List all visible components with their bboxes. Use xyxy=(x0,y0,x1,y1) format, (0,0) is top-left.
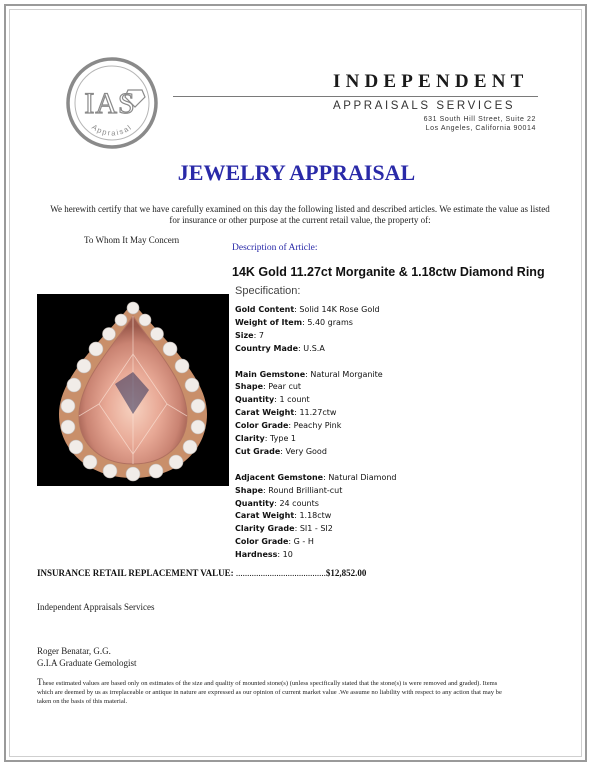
specifications xyxy=(235,304,396,562)
document-title: JEWELRY APPRAISAL xyxy=(177,160,416,185)
disclaimer xyxy=(37,678,507,706)
appraiser-name: Roger Benatar, G.G. xyxy=(37,646,111,656)
company-address xyxy=(333,115,536,133)
spec-main-shape: Shape: Pear cut xyxy=(235,382,302,392)
company-header xyxy=(333,71,536,133)
insurance-leader-dots: ........................................ xyxy=(233,568,326,578)
description-label: Description of Article: xyxy=(232,243,318,253)
spec-main-quantity: Quantity: 1 count xyxy=(235,395,310,405)
signature-block xyxy=(37,645,136,669)
ias-logo xyxy=(66,57,158,149)
spec-adj-carat: Carat Weight: 1.18ctw xyxy=(235,511,332,521)
logo-letters: IAS xyxy=(84,87,136,120)
item-title: 14K Gold 11.27ct Morganite & 1.18ctw Diamond Ring xyxy=(232,265,545,279)
spec-main-cut: Cut Grade: Very Good xyxy=(235,446,327,456)
spec-adj-quantity: Quantity: 24 counts xyxy=(235,498,319,508)
specification-label: Specification: xyxy=(235,285,301,297)
spec-adj-clarity: Clarity Grade: SI1 - SI2 xyxy=(235,524,333,534)
spec-adj-shape: Shape: Round Brilliant-cut xyxy=(235,485,343,495)
spec-adj-gemstone: Adjacent Gemstone: Natural Diamond xyxy=(235,472,397,482)
spec-spacer xyxy=(235,459,396,472)
spec-main-clarity: Clarity: Type 1 xyxy=(235,434,297,444)
spec-spacer xyxy=(235,356,396,369)
spec-adj-hardness: Hardness: 10 xyxy=(235,550,293,560)
header-divider xyxy=(173,96,538,97)
company-subtitle: APPRAISALS SERVICES xyxy=(333,100,516,112)
disclaimer-initial: T xyxy=(37,677,43,687)
spec-main-carat: Carat Weight: 11.27ctw xyxy=(235,408,337,418)
appraiser-credential: G.I.A Graduate Gemologist xyxy=(37,658,137,668)
spec-size: Size: 7 xyxy=(235,330,264,340)
ring-photo xyxy=(37,294,229,486)
insurance-value: $12,852.00 xyxy=(325,568,367,578)
spec-gold-content: Gold Content: Solid 14K Rose Gold xyxy=(235,305,380,314)
company-name: INDEPENDENT xyxy=(333,71,529,92)
signature-company: Independent Appraisals Services xyxy=(37,602,155,612)
insurance-value-line xyxy=(37,568,366,578)
certification-text: We herewith certify that we have carefully examined on this day the following listed and described articles. We estimate the value as listed for insurance or other purpose at the current retail value, the property of: xyxy=(50,204,550,225)
logo-arc-text: Appraisal xyxy=(90,122,134,138)
spec-country: Country Made: U.S.A xyxy=(235,343,325,353)
recipient: To Whom It May Concern xyxy=(84,235,180,245)
insurance-label: INSURANCE RETAIL REPLACEMENT VALUE: xyxy=(37,568,234,578)
spec-weight: Weight of Item: 5.40 grams xyxy=(235,317,353,327)
spec-adj-color: Color Grade: G - H xyxy=(235,537,314,547)
address-line-1: 631 South Hill Street, Suite 22 xyxy=(423,116,536,123)
address-line-2: Los Angeles, California 90014 xyxy=(425,125,536,132)
spec-main-color: Color Grade: Peachy Pink xyxy=(235,421,342,431)
spec-main-gemstone: Main Gemstone: Natural Morganite xyxy=(235,369,383,379)
disclaimer-text: hese estimated values are based only on estimates of the size and quality of mounted stone(s) (unless specifically stated that the stone(s) is were removed and graded). Items which are deemed by us as irreplaceable or antique in nature are expressed as our opinion of current market value .We assume no liability with respect to any action that may be taken on the basis of this material. xyxy=(37,680,502,705)
